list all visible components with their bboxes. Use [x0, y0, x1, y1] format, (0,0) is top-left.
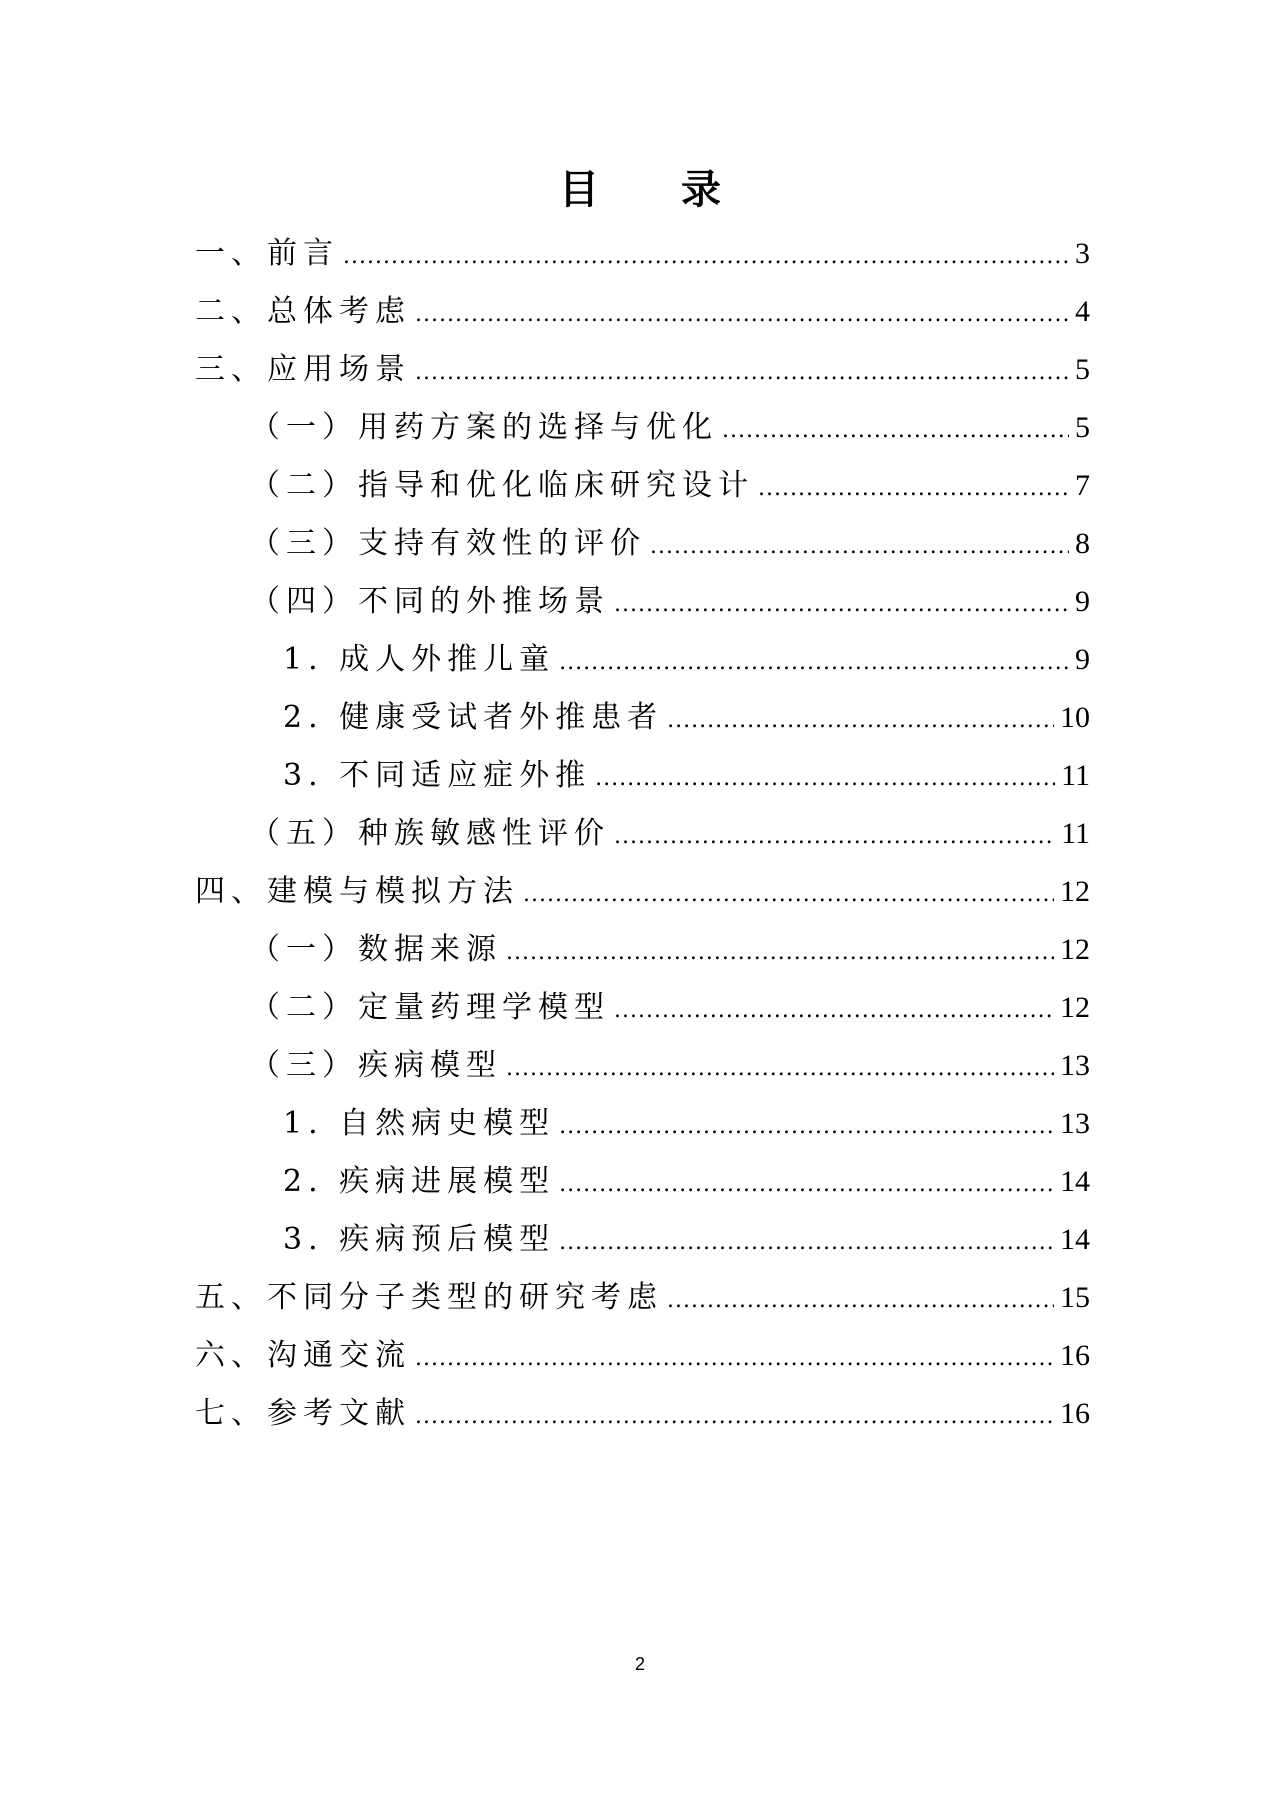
- toc-entry-label: （四）不同的外推场景: [250, 584, 610, 619]
- toc-entry-page: 10: [1060, 701, 1090, 734]
- toc-entry-label: 一、前言: [195, 236, 339, 271]
- toc-entry-page: 12: [1060, 875, 1090, 908]
- toc-entry[interactable]: [195, 1386, 1090, 1442]
- toc-entry[interactable]: [195, 864, 1090, 920]
- toc-entry[interactable]: [283, 1212, 1090, 1268]
- toc-entry-page: 11: [1061, 759, 1090, 792]
- toc-dot-leader: [667, 693, 1054, 749]
- toc-dot-leader: [343, 229, 1069, 285]
- toc-entry-label: 3. 不同适应症外推: [283, 758, 592, 793]
- toc-entry[interactable]: [195, 1328, 1090, 1384]
- toc-entry[interactable]: [250, 458, 1090, 514]
- toc-entry-page: 16: [1060, 1339, 1090, 1372]
- toc-entry-label: （三）疾病模型: [250, 1048, 502, 1083]
- toc-entry-page: 15: [1060, 1281, 1090, 1314]
- toc-entry[interactable]: [250, 1038, 1090, 1094]
- toc-dot-leader: [415, 1331, 1054, 1387]
- toc-dot-leader: [506, 1041, 1054, 1097]
- toc-dot-leader: [595, 751, 1055, 807]
- toc-entry-label: （一）数据来源: [250, 932, 502, 967]
- toc-entry-page: 3: [1075, 237, 1090, 270]
- toc-entry-label: 三、应用场景: [195, 352, 411, 387]
- toc-entry-page: 9: [1075, 585, 1090, 618]
- toc-entry[interactable]: [250, 400, 1090, 456]
- toc-dot-leader: [415, 345, 1069, 401]
- toc-entry-page: 16: [1060, 1397, 1090, 1430]
- toc-dot-leader: [614, 983, 1054, 1039]
- toc-entry-page: 14: [1060, 1165, 1090, 1198]
- toc-entry-label: 1. 成人外推儿童: [283, 642, 556, 677]
- toc-dot-leader: [614, 577, 1069, 633]
- toc-entry-label: 七、参考文献: [195, 1396, 411, 1431]
- toc-dot-leader: [415, 287, 1069, 343]
- toc-entry-page: 12: [1060, 991, 1090, 1024]
- toc-entry-label: （三）支持有效性的评价: [250, 526, 646, 561]
- toc-entry-label: 2. 疾病进展模型: [283, 1164, 556, 1199]
- toc-dot-leader: [614, 809, 1055, 865]
- toc-entry-label: 二、总体考虑: [195, 294, 411, 329]
- toc-entry-label: 四、建模与模拟方法: [195, 874, 519, 909]
- toc-entry[interactable]: [250, 806, 1090, 862]
- toc-title: 目 录: [559, 167, 755, 213]
- toc-entry-label: （一）用药方案的选择与优化: [250, 410, 718, 445]
- toc-entry-page: 5: [1075, 411, 1090, 444]
- toc-entry[interactable]: [195, 226, 1090, 282]
- toc-entry[interactable]: [283, 1096, 1090, 1152]
- toc-entry[interactable]: [283, 1154, 1090, 1210]
- toc-dot-leader: [415, 1389, 1054, 1445]
- toc-entry[interactable]: [195, 342, 1090, 398]
- toc-dot-leader: [523, 867, 1054, 923]
- toc-entry-page: 14: [1060, 1223, 1090, 1256]
- toc-entry-label: 3. 疾病预后模型: [283, 1222, 556, 1257]
- toc-entry-page: 13: [1060, 1049, 1090, 1082]
- toc-entry[interactable]: [250, 516, 1090, 572]
- toc-dot-leader: [559, 1215, 1054, 1271]
- page-number: 2: [634, 1654, 645, 1674]
- toc-entry[interactable]: [283, 632, 1090, 688]
- toc-entry[interactable]: [283, 748, 1090, 804]
- toc-entry-page: 4: [1075, 295, 1090, 328]
- toc-dot-leader: [559, 1099, 1054, 1155]
- toc-entry-page: 13: [1060, 1107, 1090, 1140]
- toc-entry-label: 六、沟通交流: [195, 1338, 411, 1373]
- toc-dot-leader: [559, 635, 1069, 691]
- toc-entry-page: 11: [1061, 817, 1090, 850]
- toc-dot-leader: [758, 461, 1069, 517]
- toc-dot-leader: [722, 403, 1069, 459]
- toc-entry-label: （二）定量药理学模型: [250, 990, 610, 1025]
- toc-entry-page: 12: [1060, 933, 1090, 966]
- toc-entry[interactable]: [250, 980, 1090, 1036]
- toc-entry-page: 9: [1075, 643, 1090, 676]
- toc-entry-page: 5: [1075, 353, 1090, 386]
- toc-entry[interactable]: [195, 1270, 1090, 1326]
- toc-entry-page: 7: [1075, 469, 1090, 502]
- toc-entry-label: （二）指导和优化临床研究设计: [250, 468, 754, 503]
- toc-dot-leader: [559, 1157, 1054, 1213]
- toc-entry[interactable]: [250, 574, 1090, 630]
- toc-entry-page: 8: [1075, 527, 1090, 560]
- toc-entry-label: 1. 自然病史模型: [283, 1106, 556, 1141]
- toc-entry[interactable]: [283, 690, 1090, 746]
- toc-entry[interactable]: [195, 284, 1090, 340]
- toc-dot-leader: [650, 519, 1069, 575]
- toc-entry[interactable]: [250, 922, 1090, 978]
- toc-dot-leader: [506, 925, 1054, 981]
- toc-dot-leader: [667, 1273, 1054, 1329]
- toc-entry-label: （五）种族敏感性评价: [250, 816, 610, 851]
- toc-entry-label: 五、不同分子类型的研究考虑: [195, 1280, 663, 1315]
- toc-entry-label: 2. 健康受试者外推患者: [283, 700, 664, 735]
